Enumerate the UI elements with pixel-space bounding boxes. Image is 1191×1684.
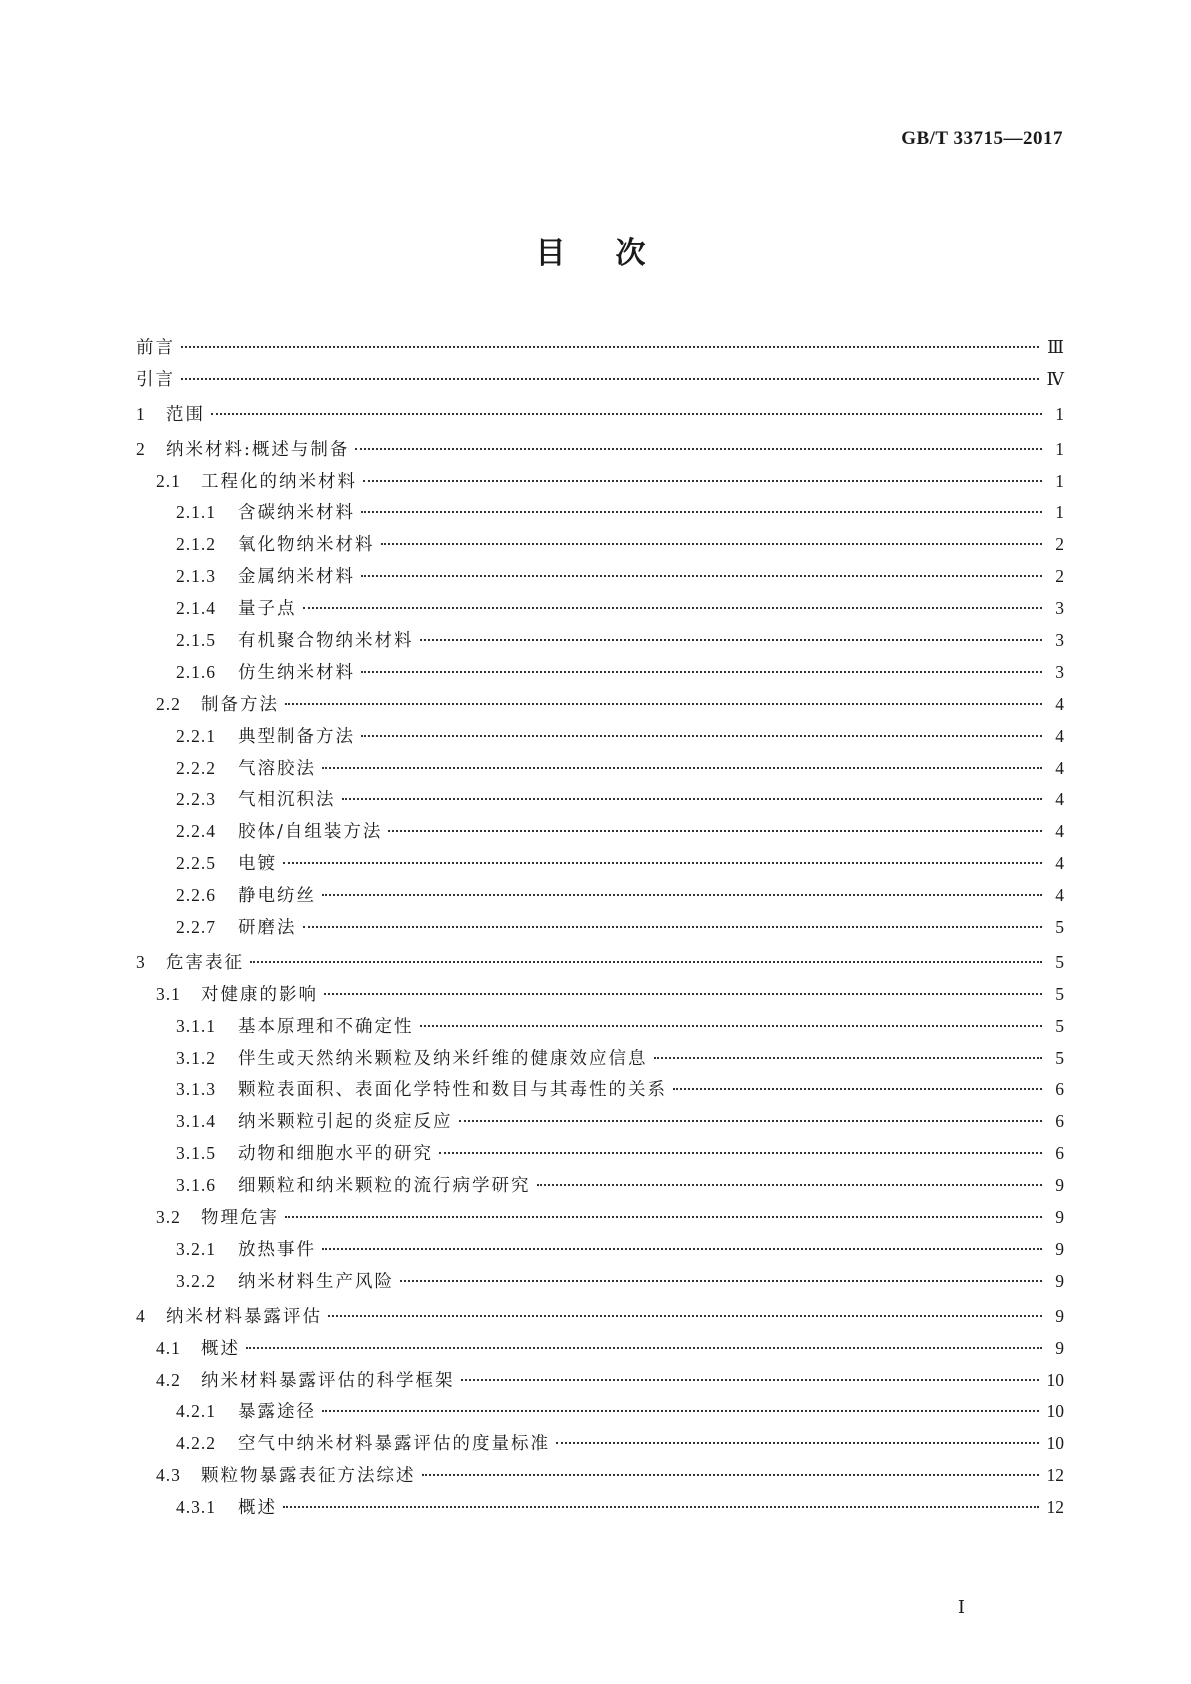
toc-entry-page: 2: [1055, 534, 1064, 555]
toc-entry[interactable]: [136, 1202, 1064, 1234]
toc-dot-leader: [322, 767, 1042, 769]
toc-entry-number: 3.1.3: [176, 1079, 216, 1100]
toc-entry-label: 静电纺丝: [238, 886, 316, 907]
toc-entry-number: 2.1.3: [176, 566, 216, 587]
toc-entry-number: 2.2.1: [176, 725, 216, 746]
toc-entry-page: 9: [1055, 1337, 1064, 1358]
toc-entry[interactable]: [136, 657, 1064, 689]
toc-entry-page: 5: [1055, 1015, 1064, 1036]
toc-entry-number: 4.2.2: [176, 1433, 216, 1454]
toc-entry-number: 2.1.6: [176, 661, 216, 682]
toc-entry-label: 暴露途径: [238, 1402, 316, 1423]
toc-entry-label: 电镀: [238, 854, 277, 875]
toc-entry[interactable]: [136, 753, 1064, 785]
toc-entry-page: Ⅳ: [1046, 368, 1064, 389]
toc-entry[interactable]: [136, 399, 1064, 431]
toc-entry-page: 10: [1046, 1401, 1064, 1422]
toc-entry-page: 4: [1055, 821, 1064, 842]
toc-entry-number: 3.1: [156, 983, 181, 1004]
toc-entry-number: 2: [136, 438, 146, 459]
toc-dot-leader: [246, 1347, 1042, 1349]
toc-entry[interactable]: [136, 1266, 1064, 1298]
toc-entry[interactable]: [136, 529, 1064, 561]
toc-entry-page: 3: [1055, 630, 1064, 651]
toc-entry-number: 3.1.4: [176, 1111, 216, 1132]
toc-dot-leader: [181, 346, 1039, 348]
toc-entry-number: 2.2.3: [176, 789, 216, 810]
toc-entry[interactable]: [136, 1301, 1064, 1333]
toc-entry-page: 9: [1055, 1207, 1064, 1228]
toc-dot-leader: [388, 830, 1042, 832]
toc-entry-number: 2.1.4: [176, 598, 216, 619]
toc-entry[interactable]: [136, 1333, 1064, 1365]
toc-entry-number: 2.2.7: [176, 917, 216, 938]
toc-entry[interactable]: [136, 1460, 1064, 1492]
toc-dot-leader: [342, 798, 1043, 800]
toc-entry-label: 含碳纳米材料: [238, 503, 355, 524]
toc-entry-page: 5: [1055, 917, 1064, 938]
toc-dot-leader: [328, 1315, 1042, 1317]
toc-entry-label: 金属纳米材料: [238, 567, 355, 588]
toc-entry-page: 4: [1055, 725, 1064, 746]
toc-entry-page: 5: [1055, 983, 1064, 1004]
toc-entry-label: 对健康的影响: [201, 984, 318, 1005]
toc-entry-page: 9: [1055, 1175, 1064, 1196]
toc-entry-page: 5: [1055, 951, 1064, 972]
toc-entry[interactable]: [136, 466, 1064, 498]
toc-entry-number: 3.1.1: [176, 1015, 216, 1036]
toc-entry-page: 12: [1046, 1465, 1064, 1486]
table-of-contents: [136, 332, 1064, 1524]
toc-dot-leader: [439, 1152, 1042, 1154]
toc-entry-label: 前言: [136, 338, 175, 358]
toc-entry-number: 4.1: [156, 1337, 181, 1358]
toc-entry[interactable]: [136, 1365, 1064, 1397]
page-number: Ⅰ: [957, 1597, 965, 1617]
toc-dot-leader: [285, 1216, 1042, 1218]
toc-entry[interactable]: [136, 912, 1064, 944]
toc-entry-label: 有机聚合物纳米材料: [238, 631, 414, 652]
toc-entry[interactable]: [136, 689, 1064, 721]
toc-entry-label: 引言: [136, 369, 175, 390]
toc-entry-number: 3: [136, 951, 146, 972]
toc-entry-page: 3: [1055, 661, 1064, 682]
toc-entry-label: 基本原理和不确定性: [238, 1016, 414, 1037]
toc-entry-number: 2.2: [156, 693, 181, 714]
toc-entry[interactable]: [136, 364, 1064, 396]
toc-entry-number: 4.2.1: [176, 1401, 216, 1422]
toc-entry-label: 空气中纳米材料暴露评估的度量标准: [238, 1434, 550, 1455]
toc-entry[interactable]: [136, 784, 1064, 816]
toc-dot-leader: [654, 1057, 1043, 1059]
toc-entry[interactable]: [136, 1011, 1064, 1043]
toc-entry-label: 纳米材料生产风险: [238, 1271, 394, 1292]
toc-entry[interactable]: [136, 561, 1064, 593]
toc-entry[interactable]: [136, 848, 1064, 880]
toc-entry-label: 动物和细胞水平的研究: [238, 1144, 433, 1165]
toc-dot-leader: [355, 448, 1042, 450]
toc-entry-label: 量子点: [238, 599, 297, 620]
toc-entry[interactable]: [136, 816, 1064, 848]
toc-entry-label: 氧化物纳米材料: [238, 535, 375, 556]
toc-entry-label: 颗粒物暴露表征方法综述: [201, 1466, 416, 1487]
toc-dot-leader: [285, 703, 1042, 705]
toc-entry-page: 1: [1055, 403, 1064, 424]
toc-entry-number: 2.1.5: [176, 630, 216, 651]
toc-dot-leader: [283, 1506, 1039, 1508]
toc-entry-label: 纳米材料:概述与制备: [166, 439, 350, 460]
toc-dot-leader: [459, 1120, 1043, 1122]
toc-entry-label: 制备方法: [201, 694, 279, 715]
toc-dot-leader: [361, 735, 1042, 737]
toc-entry-number: 2.1.1: [176, 502, 216, 523]
toc-entry-number: 2.2.5: [176, 853, 216, 874]
toc-entry-label: 气相沉积法: [238, 790, 336, 811]
toc-dot-leader: [556, 1442, 1039, 1444]
toc-entry[interactable]: [136, 1396, 1064, 1428]
toc-entry-label: 颗粒表面积、表面化学特性和数目与其毒性的关系: [238, 1080, 667, 1101]
toc-dot-leader: [303, 926, 1043, 928]
toc-dot-leader: [303, 607, 1043, 609]
toc-dot-leader: [461, 1379, 1039, 1381]
toc-dot-leader: [361, 671, 1042, 673]
toc-entry-page: 9: [1055, 1270, 1064, 1291]
toc-entry-page: 6: [1055, 1143, 1064, 1164]
toc-dot-leader: [322, 1410, 1039, 1412]
toc-entry-page: 4: [1055, 885, 1064, 906]
toc-entry[interactable]: [136, 1106, 1064, 1138]
toc-entry-number: 2.2.6: [176, 885, 216, 906]
toc-entry-label: 纳米材料暴露评估: [166, 1306, 322, 1327]
toc-entry-number: 3.2.2: [176, 1270, 216, 1291]
toc-entry[interactable]: [136, 1170, 1064, 1202]
toc-entry-page: 4: [1055, 853, 1064, 874]
toc-entry-label: 放热事件: [238, 1239, 316, 1260]
toc-entry-page: 5: [1055, 1047, 1064, 1068]
toc-dot-leader: [181, 378, 1039, 380]
toc-dot-leader: [537, 1184, 1043, 1186]
toc-entry-number: 3.1.5: [176, 1143, 216, 1164]
toc-entry[interactable]: [136, 593, 1064, 625]
toc-entry-number: 2.1.2: [176, 534, 216, 555]
toc-dot-leader: [381, 543, 1043, 545]
toc-entry-page: 1: [1055, 470, 1064, 491]
toc-entry-page: 12: [1046, 1497, 1064, 1518]
toc-entry-page: 10: [1046, 1369, 1064, 1390]
toc-entry-number: 4.3.1: [176, 1497, 216, 1518]
toc-entry[interactable]: [136, 1234, 1064, 1266]
toc-dot-leader: [283, 862, 1042, 864]
toc-entry-label: 仿生纳米材料: [238, 662, 355, 683]
toc-entry-label: 概述: [201, 1338, 240, 1359]
toc-entry-label: 细颗粒和纳米颗粒的流行病学研究: [238, 1176, 531, 1197]
toc-entry-page: 10: [1046, 1433, 1064, 1454]
toc-dot-leader: [420, 639, 1043, 641]
toc-entry-page: 2: [1055, 566, 1064, 587]
toc-entry[interactable]: [136, 625, 1064, 657]
toc-entry-page: 3: [1055, 598, 1064, 619]
toc-entry[interactable]: [136, 880, 1064, 912]
toc-entry-label: 研磨法: [238, 918, 297, 939]
toc-entry[interactable]: [136, 947, 1064, 979]
toc-dot-leader: [361, 575, 1042, 577]
toc-entry-number: 2.1: [156, 470, 181, 491]
standard-code: GB/T 33715—2017: [901, 128, 1063, 149]
toc-entry-page: 1: [1055, 438, 1064, 459]
toc-entry-page: 6: [1055, 1111, 1064, 1132]
toc-dot-leader: [211, 413, 1042, 415]
toc-dot-leader: [322, 1248, 1042, 1250]
toc-dot-leader: [422, 1474, 1039, 1476]
toc-entry[interactable]: [136, 1043, 1064, 1075]
toc-entry-page: 4: [1055, 693, 1064, 714]
toc-dot-leader: [420, 1025, 1043, 1027]
toc-entry-number: 3.2: [156, 1207, 181, 1228]
toc-entry[interactable]: [136, 1074, 1064, 1106]
toc-entry-label: 伴生或天然纳米颗粒及纳米纤维的健康效应信息: [238, 1048, 648, 1069]
toc-entry-label: 纳米材料暴露评估的科学框架: [201, 1370, 455, 1391]
toc-entry-number: 3.1.6: [176, 1175, 216, 1196]
toc-entry[interactable]: [136, 434, 1064, 466]
toc-entry-number: 4.3: [156, 1465, 181, 1486]
toc-entry-label: 危害表征: [166, 952, 244, 973]
toc-entry-label: 纳米颗粒引起的炎症反应: [238, 1112, 453, 1133]
toc-entry[interactable]: [136, 332, 1064, 364]
toc-entry-number: 4.2: [156, 1369, 181, 1390]
toc-entry-page: 9: [1055, 1305, 1064, 1326]
toc-entry-number: 3.1.2: [176, 1047, 216, 1068]
toc-entry-page: 4: [1055, 789, 1064, 810]
toc-entry-page: Ⅲ: [1047, 337, 1064, 357]
toc-entry-label: 工程化的纳米材料: [201, 471, 357, 492]
toc-dot-leader: [673, 1088, 1042, 1090]
toc-entry-label: 胶体/自组装方法: [238, 822, 383, 843]
toc-entry-number: 2.2.4: [176, 821, 216, 842]
toc-entry[interactable]: [136, 1138, 1064, 1170]
toc-entry-page: 6: [1055, 1079, 1064, 1100]
toc-entry[interactable]: [136, 1428, 1064, 1460]
toc-entry-label: 典型制备方法: [238, 726, 355, 747]
toc-dot-leader: [400, 1280, 1042, 1282]
page-title: 目次: [535, 236, 696, 271]
toc-entry-number: 4: [136, 1305, 146, 1326]
toc-entry-label: 范围: [166, 404, 205, 425]
toc-dot-leader: [363, 480, 1042, 482]
toc-entry-number: 2.2.2: [176, 757, 216, 778]
toc-dot-leader: [250, 961, 1042, 963]
toc-entry-page: 4: [1055, 757, 1064, 778]
toc-entry[interactable]: [136, 721, 1064, 753]
toc-entry-label: 物理危害: [201, 1208, 279, 1229]
toc-entry-number: 1: [136, 403, 146, 424]
toc-entry-page: 9: [1055, 1238, 1064, 1259]
toc-dot-leader: [324, 993, 1042, 995]
toc-entry[interactable]: [136, 497, 1064, 529]
toc-entry-label: 概述: [238, 1498, 277, 1519]
toc-entry-page: 1: [1055, 502, 1064, 523]
toc-dot-leader: [322, 894, 1042, 896]
toc-dot-leader: [361, 511, 1042, 513]
toc-entry[interactable]: [136, 979, 1064, 1011]
toc-entry[interactable]: [136, 1492, 1064, 1524]
toc-entry-number: 3.2.1: [176, 1238, 216, 1259]
toc-entry-label: 气溶胶法: [238, 758, 316, 779]
